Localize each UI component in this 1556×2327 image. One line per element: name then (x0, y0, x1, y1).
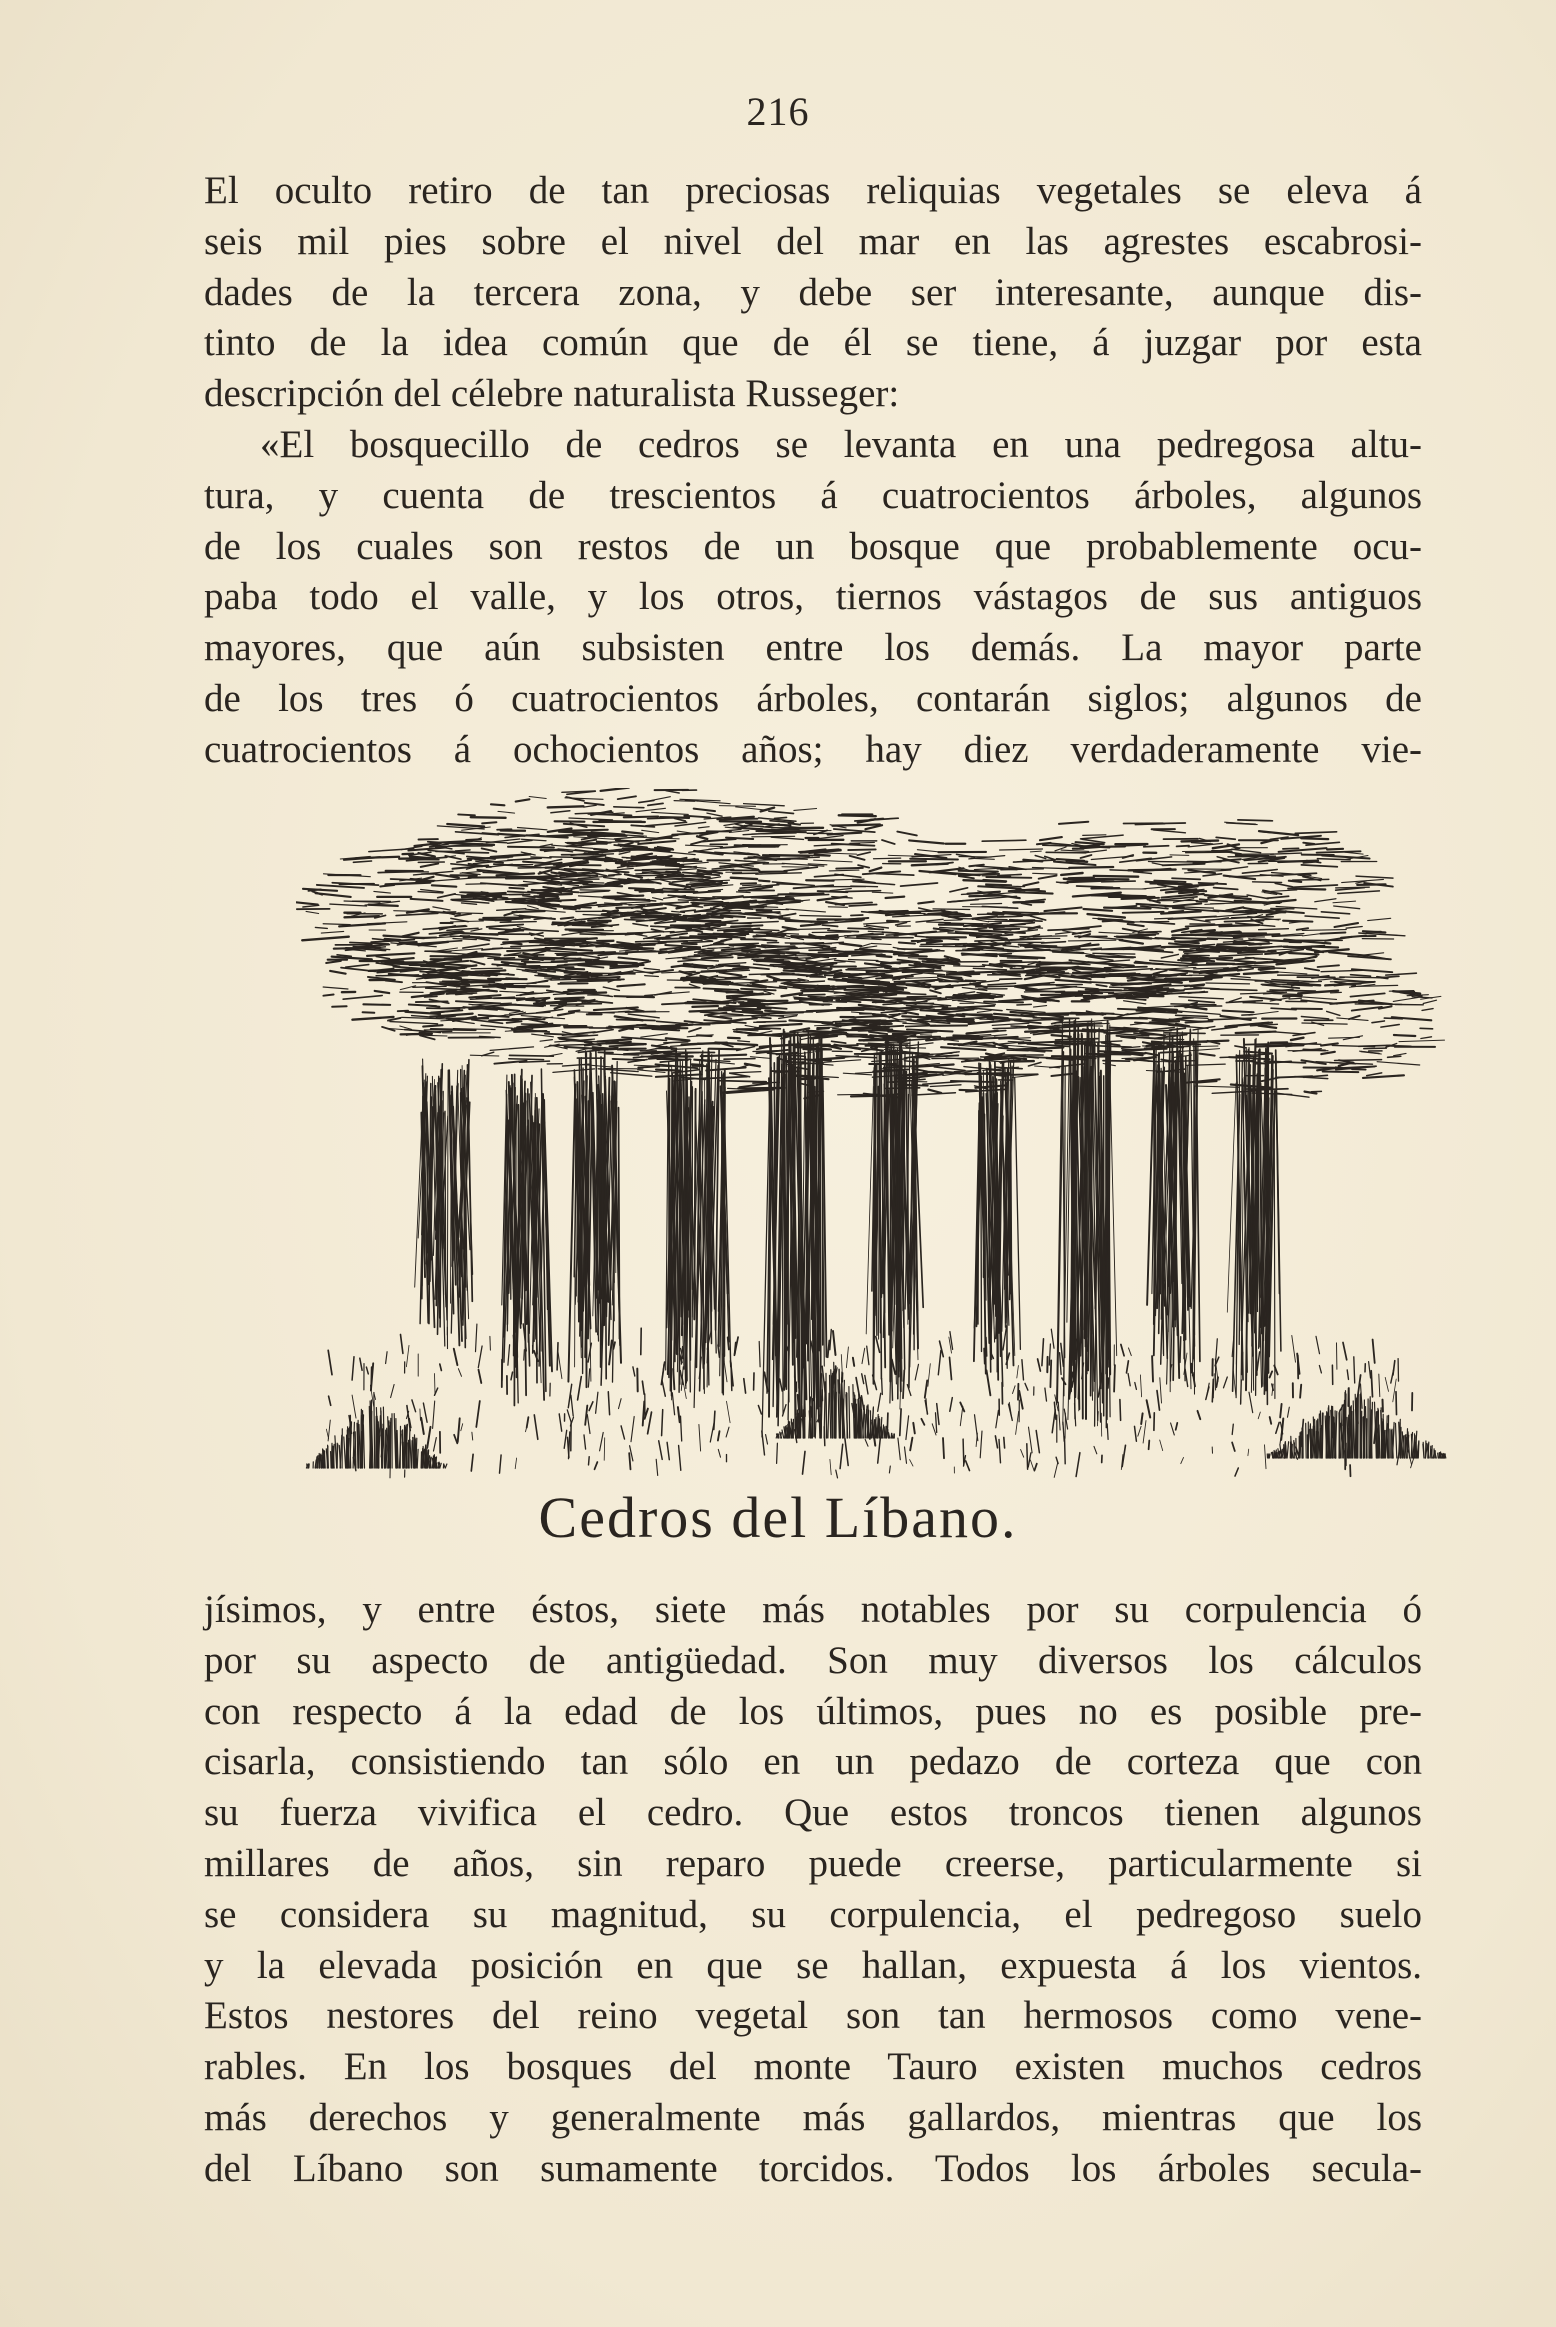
text-line: rables. En los bosques del monte Tauro existen muchos cedros (204, 2045, 1422, 2089)
text-line: del Líbano son sumamente torcidos. Todos los árboles secula- (204, 2146, 1422, 2190)
text-line: cisarla, consistiendo tan sólo en un pedazo de corteza que con (204, 1740, 1422, 1784)
page-number: 216 (746, 89, 810, 134)
text-line: paba todo el valle, y los otros, tiernos vástagos de sus antiguos (204, 575, 1422, 619)
text-line: de los tres ó cuatrocientos árboles, contarán siglos; algunos de (204, 676, 1422, 720)
text-block-bottom (204, 1585, 1422, 2195)
text-line: y la elevada posición en que se hallan, expuesta á los vientos. (204, 1943, 1422, 1987)
text-line: tura, y cuenta de trescientos á cuatrocientos árboles, algunos (204, 473, 1422, 517)
text-line: millares de años, sin reparo puede creerse, particularmente si (204, 1841, 1422, 1885)
cedars-engraving (296, 788, 1448, 1496)
text-line: de los cuales son restos de un bosque que probablemente ocu- (204, 524, 1422, 568)
text-line: se considera su magnitud, su corpulencia, el pedregoso suelo (204, 1892, 1422, 1936)
text-line: mayores, que aún subsisten entre los demás. La mayor parte (204, 626, 1422, 670)
text-line: más derechos y generalmente más gallardos, mientras que los (204, 2095, 1422, 2139)
text-block-top (204, 166, 1422, 776)
text-line: descripción del célebre naturalista Russeger: (204, 372, 900, 416)
text-line: Estos nestores del reino vegetal son tan hermosos como vene- (204, 1994, 1422, 2038)
text-line: El oculto retiro de tan preciosas reliquias vegetales se eleva á (204, 169, 1422, 212)
text-line: «El bosquecillo de cedros se levanta en una pedregosa altu- (260, 422, 1422, 466)
text-line: tinto de la idea común que de él se tiene, á juzgar por esta (204, 321, 1422, 365)
text-line: seis mil pies sobre el nivel del mar en las agrestes escabrosi- (204, 219, 1422, 263)
illustration-caption: Cedros del Líbano. (538, 1485, 1018, 1550)
text-line: su fuerza vivifica el cedro. Que estos troncos tienen algunos (204, 1791, 1422, 1835)
text-line: dades de la tercera zona, y debe ser interesante, aunque dis- (204, 270, 1422, 314)
text-line: jísimos, y entre éstos, siete más notables por su corpulencia ó (204, 1588, 1422, 1631)
text-line: con respecto á la edad de los últimos, pues no es posible pre- (204, 1689, 1422, 1733)
text-line: cuatrocientos á ochocientos años; hay diez verdaderamente vie- (204, 727, 1422, 771)
text-line: por su aspecto de antigüedad. Son muy diversos los cálculos (204, 1638, 1422, 1682)
